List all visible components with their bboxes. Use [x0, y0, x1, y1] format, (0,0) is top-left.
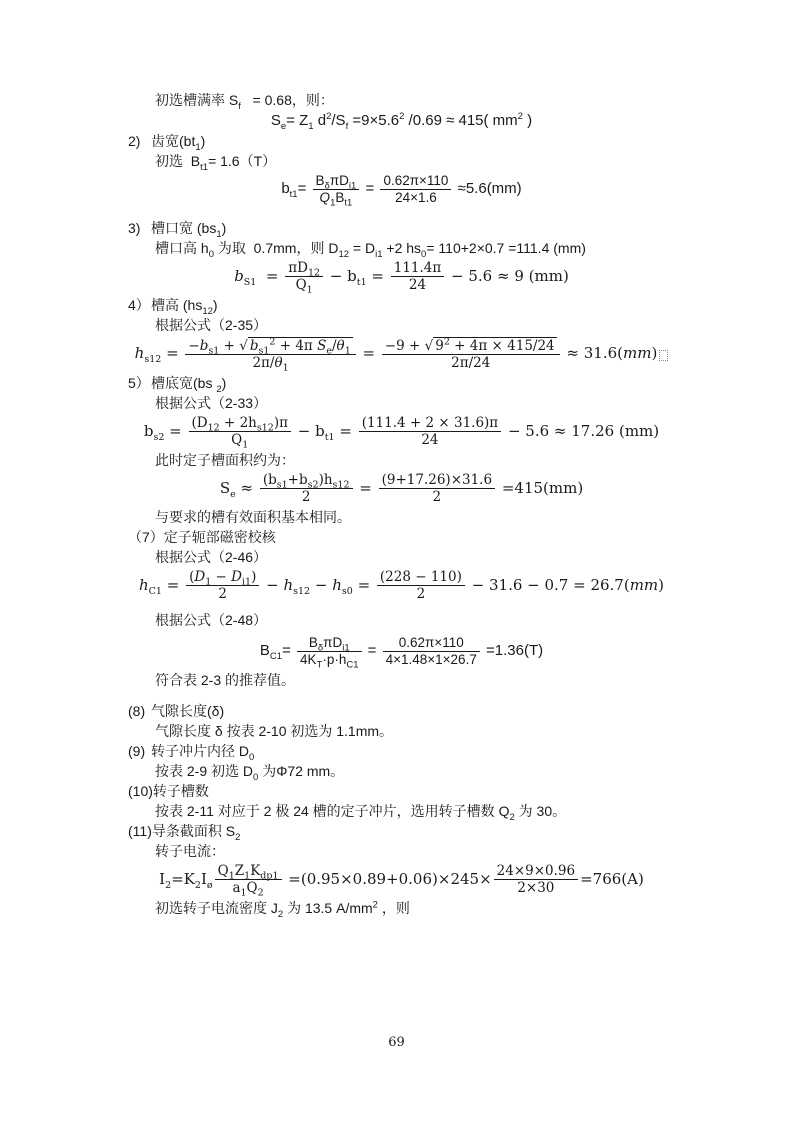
radical-sign-icon: √	[424, 338, 434, 354]
subscript: e	[326, 345, 332, 357]
list-number: （7）	[128, 529, 164, 545]
formula-content: $b_{s2}$ = $\frac{(D_{12} + 2h_{s12})\pi}{Q_1}$ − $b_{t1}$ = $\frac{(111.4 + 2 \times 31.6)\pi}{24}$ − 5.6 ≈ 17.26 (mm)	[143, 415, 660, 451]
fraction	[313, 173, 360, 209]
math-variable: h	[332, 575, 342, 594]
subscript: e	[230, 488, 236, 500]
page-number: 69	[388, 1035, 405, 1050]
fraction-denominator: 2π/24	[451, 355, 491, 371]
subscript: s12	[293, 585, 311, 597]
subscript: s2	[307, 479, 319, 491]
subscript: 0	[249, 751, 255, 763]
line-text: 符合表 2-3 的推荐值。	[155, 672, 296, 688]
math-variable: θ	[336, 338, 345, 354]
fraction-numerator: $(D_1 - D_{i1})$	[186, 569, 259, 586]
fraction-numerator: $Q_1Z_1K_{dp1}$	[215, 863, 282, 880]
fraction-numerator: 111.4π	[391, 260, 445, 277]
subscript: 2	[165, 879, 172, 891]
subscript: i1	[342, 642, 350, 654]
subscript: 1	[205, 576, 212, 588]
subscript: t1	[356, 276, 367, 288]
formula-content: $b_{t1}=$ $\frac{B_\delta\pi D_{i1}}{Q_1B_{t1}}$ = $\frac{0.62\pi\times 110}{24\times 1.6}$ ≈5.6(mm)	[281, 173, 522, 209]
subscript: 0	[253, 771, 259, 783]
line-text: 根据公式（2-33）	[155, 395, 268, 411]
line-text: 与要求的槽有效面积基本相同。	[155, 509, 351, 525]
fraction	[189, 415, 291, 451]
line-text: 按表 2-11 对应于 2 极 24 槽的定子冲片，选用转子槽数 $Q_2$ 为 30。	[155, 803, 567, 823]
fraction	[383, 635, 480, 668]
math-variable: θ	[274, 355, 283, 371]
subscript: i1	[375, 248, 383, 260]
subscript: ø	[206, 879, 213, 891]
fraction-denominator: $a_1Q_2$	[232, 880, 264, 899]
subscript: 1	[330, 197, 336, 209]
square-root	[425, 337, 557, 354]
fraction	[186, 569, 259, 602]
formula-content: $h_{s12}$ = $\frac{-b_{s1} + √ b_{s1}^2 + 4\pi S_e/\theta_1}{2\pi/\theta_1}$ = $\frac{-9 + √ 9^2 + 4\pi \times 415/24}{2\pi/24}$ ≈ 31.6(mm)	[135, 344, 669, 362]
fraction-denominator: 2×30	[517, 880, 555, 896]
superscript: 2	[372, 899, 378, 911]
missing-glyph-box	[659, 350, 668, 361]
superscript: 2	[399, 111, 405, 122]
list-number: 2)	[128, 133, 141, 149]
subscript: δ	[317, 642, 324, 654]
list-item	[0, 823, 793, 843]
text-line	[0, 843, 793, 860]
fraction-denominator: 24	[421, 432, 439, 448]
math-variable: S	[317, 338, 327, 354]
text-line	[0, 763, 793, 783]
line-text: 转子电流：	[155, 843, 225, 859]
subscript: 1	[344, 345, 351, 357]
fraction	[260, 472, 353, 505]
fraction-numerator: (228 − 110)	[377, 569, 465, 586]
subscript: f	[238, 100, 241, 112]
fraction-denominator: $4K_T\cdot p\cdot h_{C1}$	[300, 652, 359, 671]
text-line	[0, 395, 793, 412]
subscript: s1	[258, 345, 270, 357]
fraction-numerator: 24×9×0.96	[494, 863, 578, 880]
subscript: 1	[244, 870, 251, 882]
formula-content: $b_{S1}$ = $\frac{\pi D_{12}}{Q_1}$ − $b_{t1}$ = $\frac{111.4\pi}{24}$ − 5.6 ≈ 9 (mm)	[234, 260, 569, 296]
text-line	[0, 509, 793, 526]
list-item	[0, 529, 793, 546]
line-text: 气隙长度(δ)	[151, 703, 225, 719]
formula	[0, 111, 793, 132]
subscript: 2	[235, 831, 241, 843]
fraction-numerator: (111.4 + 2 × 31.6)π	[359, 415, 502, 432]
line-text: 根据公式（2-48）	[155, 612, 268, 628]
text-line	[0, 612, 793, 629]
formula-content: $h_{C1}$ = $\frac{(D_1 - D_{i1})}{2}$ − $h_{s12} - h_{s0}$ = $\frac{(228 - 110)}{2}$ − 31.6 − 0.7 = 26.7(mm)	[138, 569, 665, 602]
subscript: s1	[276, 479, 288, 491]
subscript: 12	[202, 305, 213, 317]
subscript: 1	[216, 228, 222, 240]
list-number: 3)	[128, 220, 141, 236]
math-variable: b	[234, 266, 244, 285]
fraction-numerator: 0.62π×110	[383, 635, 480, 652]
fraction-denominator: 4×1.48×1×26.7	[385, 652, 477, 667]
line-text: 根据公式（2-35）	[155, 317, 268, 333]
line-text: 槽底宽(bs $_2$)	[151, 375, 227, 395]
subscript: e	[280, 121, 287, 132]
text-line	[0, 803, 793, 823]
list-item	[0, 297, 793, 317]
text-line	[0, 723, 793, 740]
subscript: 0	[421, 248, 427, 260]
fraction	[379, 472, 495, 505]
line-text: 此时定子槽面积约为：	[155, 452, 295, 468]
formula	[0, 569, 793, 602]
fraction	[285, 260, 323, 296]
text-line	[0, 92, 793, 112]
fraction-numerator: $B_\delta\pi D_{i1}$	[297, 635, 362, 652]
subscript: 1	[308, 121, 314, 132]
text-line	[0, 452, 793, 469]
formula-content: $B_{C1}=$ $\frac{B_\delta\pi D_{i1}}{4K_T\cdot p\cdot h_{C1}}$ = $\frac{0.62\pi\times 110}{4\times 1.48\times 1\times 26.7}$ =1.36(T)	[259, 635, 544, 671]
subscript: C1	[346, 659, 359, 671]
formula-content: $S_e$ ≈ $\frac{(b_{s1}+b_{s2})h_{s12}}{2}$ = $\frac{(9+17.26)\times 31.6}{2}$ =415(mm)	[219, 472, 584, 505]
subscript: i1	[241, 576, 252, 588]
subscript: C1	[269, 651, 283, 663]
list-item	[0, 220, 793, 240]
subscript: f	[345, 121, 349, 132]
subscript: 12	[307, 267, 321, 279]
fraction	[297, 635, 362, 671]
subscript: 1	[282, 362, 289, 374]
subscript: t1	[289, 189, 298, 201]
radicand: $b_{s1}^2 + 4\pi$ $S_e/\theta_1$	[249, 336, 351, 357]
list-item	[0, 743, 793, 763]
superscript: 2	[326, 111, 332, 122]
formula	[0, 260, 793, 296]
fraction	[359, 415, 502, 448]
subscript: 12	[207, 422, 220, 434]
subscript: 0	[208, 248, 214, 260]
radical-sign-icon: √	[239, 338, 248, 354]
subscript: 1	[228, 870, 235, 882]
line-text: 槽高 $(hs_{12})$	[151, 297, 218, 317]
radicand: $9^2 + 4\pi \times 415/24$	[435, 336, 555, 354]
subscript: t1	[324, 431, 335, 443]
math-variable: Q	[319, 190, 331, 205]
fraction	[494, 863, 578, 896]
superscript: 2	[269, 336, 276, 348]
fraction-denominator: $Q_1$	[295, 277, 313, 296]
line-text: 根据公式（2-46）	[155, 549, 268, 565]
subscript: s0	[341, 585, 353, 597]
fraction-denominator: 2	[301, 489, 311, 505]
fraction-denominator: $2\pi/\theta_1$	[252, 355, 289, 374]
fraction-denominator: 24×1.6	[395, 190, 437, 205]
text-line	[0, 153, 793, 173]
list-item	[0, 133, 793, 153]
fraction-numerator: $-b_{s1}$ + √ $b_{s1}^2 + 4\pi$ $S_e/\theta_1$	[185, 337, 355, 355]
fraction-numerator: $(b_{s1}+b_{s2})h_{s12}$	[260, 472, 353, 489]
subscript: C1	[148, 585, 162, 597]
list-item	[0, 783, 793, 800]
list-item	[0, 375, 793, 395]
fraction-numerator: 0.62π×110	[380, 173, 451, 190]
list-number: (9)	[128, 743, 146, 759]
fraction	[185, 336, 355, 374]
formula-content: $I_2=K_2I_ø$ $\frac{Q_1Z_1K_{dp1}}{a_1Q_2}$ =(0.95×0.89+0.06)×245× $\frac{24\times 9\times 0.96}{2\times 30}$ =766(A)	[159, 863, 644, 899]
math-variable: h	[283, 575, 294, 594]
subscript: 2	[509, 811, 515, 823]
text-line	[0, 240, 793, 260]
fraction	[391, 260, 445, 293]
fraction-denominator: 24	[408, 277, 427, 293]
line-text: 槽口宽 $(bs_1)$	[151, 220, 227, 240]
superscript: 2	[517, 111, 523, 122]
list-item	[0, 703, 793, 720]
fraction-denominator: $Q_1B_{t1}$	[319, 190, 353, 209]
fraction	[382, 337, 560, 371]
line-text: 气隙长度 δ 按表 2-10 初选为 1.1mm。	[155, 723, 394, 739]
list-number: (11)	[128, 823, 152, 839]
subscript: 1	[306, 284, 313, 296]
subscript: S1	[243, 276, 257, 288]
list-number: (10)	[128, 783, 153, 799]
subscript: δ	[324, 180, 330, 192]
subscript: s12	[256, 422, 274, 434]
fraction	[380, 173, 451, 206]
fraction-denominator: 2	[218, 586, 227, 602]
math-variable: h	[134, 344, 145, 362]
fraction-numerator: $(D_{12} + 2h_{s12})\pi$	[189, 415, 291, 432]
fraction-numerator: (9+17.26)×31.6	[379, 472, 495, 489]
math-variable: mm	[623, 344, 652, 362]
line-text: 初选转子电流密度 $J_2$ 为 13.5 $A/mm^2$ ，则	[155, 899, 410, 920]
subscript: 1	[242, 439, 249, 451]
superscript: 2	[443, 336, 450, 348]
list-number: 5）	[128, 375, 150, 391]
text-line	[0, 672, 793, 689]
fraction-denominator: 2	[416, 586, 426, 602]
line-text: 初选槽满率 $S_f = 0.68$，则：	[155, 92, 334, 112]
line-text: 导条截面积 $S_2$	[151, 823, 241, 843]
subscript: 12	[338, 248, 350, 260]
text-line	[0, 317, 793, 334]
formula	[0, 336, 793, 374]
fraction-numerator: $B_\delta\pi D_{i1}$	[313, 173, 360, 190]
subscript: 1	[195, 141, 201, 153]
fraction-numerator: $\pi D_{12}$	[285, 260, 323, 277]
math-variable: mm	[629, 575, 659, 594]
subscript: t1	[344, 197, 353, 209]
text-line	[0, 549, 793, 566]
line-text: 转子冲片内径 $D_0$	[151, 743, 255, 763]
fraction	[377, 569, 465, 602]
math-variable: h	[138, 575, 149, 594]
subscript: s1	[208, 345, 220, 357]
formula	[0, 472, 793, 505]
math-variable: D	[194, 569, 206, 585]
fraction-denominator: 2	[432, 489, 442, 505]
subscript: dp1	[260, 870, 279, 882]
math-variable: b	[249, 338, 259, 354]
subscript: s2	[153, 431, 165, 443]
list-number: (8)	[128, 703, 146, 719]
subscript: 2	[194, 879, 201, 891]
formula	[0, 635, 793, 671]
fraction-numerator: −9 + √ $9^2 + 4\pi \times 415/24$	[382, 337, 560, 355]
text-line	[0, 899, 793, 920]
square-root	[239, 336, 353, 357]
formula	[0, 415, 793, 451]
list-number: 4）	[128, 297, 150, 313]
line-text: 转子槽数	[152, 783, 209, 799]
subscript: 2	[257, 887, 264, 899]
line-text: 槽口高 $h_0$ 为取 0.7mm，则 $D_{12} = D_{i1} +2$ $hs_0= 110+2\times 0.7 =111.4$ (mm)	[155, 240, 586, 260]
line-text: 齿宽$(bt_1)$	[151, 133, 206, 153]
formula	[0, 863, 793, 899]
fraction-denominator: $Q_1$	[231, 432, 249, 451]
math-variable: b	[199, 338, 209, 354]
formula	[0, 173, 793, 209]
subscript: 2	[277, 908, 284, 920]
line-text: 初选 $B_{t1}= 1.6(T)$	[155, 153, 277, 173]
fraction	[215, 863, 282, 899]
subscript: s12	[332, 479, 350, 491]
math-variable: D	[231, 569, 242, 585]
line-text: 按表 2-9 初选 $D_0$ 为Φ72 mm。	[155, 763, 345, 783]
subscript: 1	[240, 887, 247, 899]
subscript: t1	[200, 161, 209, 173]
subscript: T	[316, 659, 323, 671]
subscript: s12	[144, 354, 162, 365]
subscript: i1	[348, 180, 357, 192]
line-text: 定子轭部磁密校核	[163, 529, 276, 545]
subscript: 2	[216, 383, 222, 395]
formula-content: $S_e= Z_1$ $d^2/S_f =9\times 5.6^2$ /0.69 ≈ 415( $mm^2$ )	[270, 111, 533, 132]
